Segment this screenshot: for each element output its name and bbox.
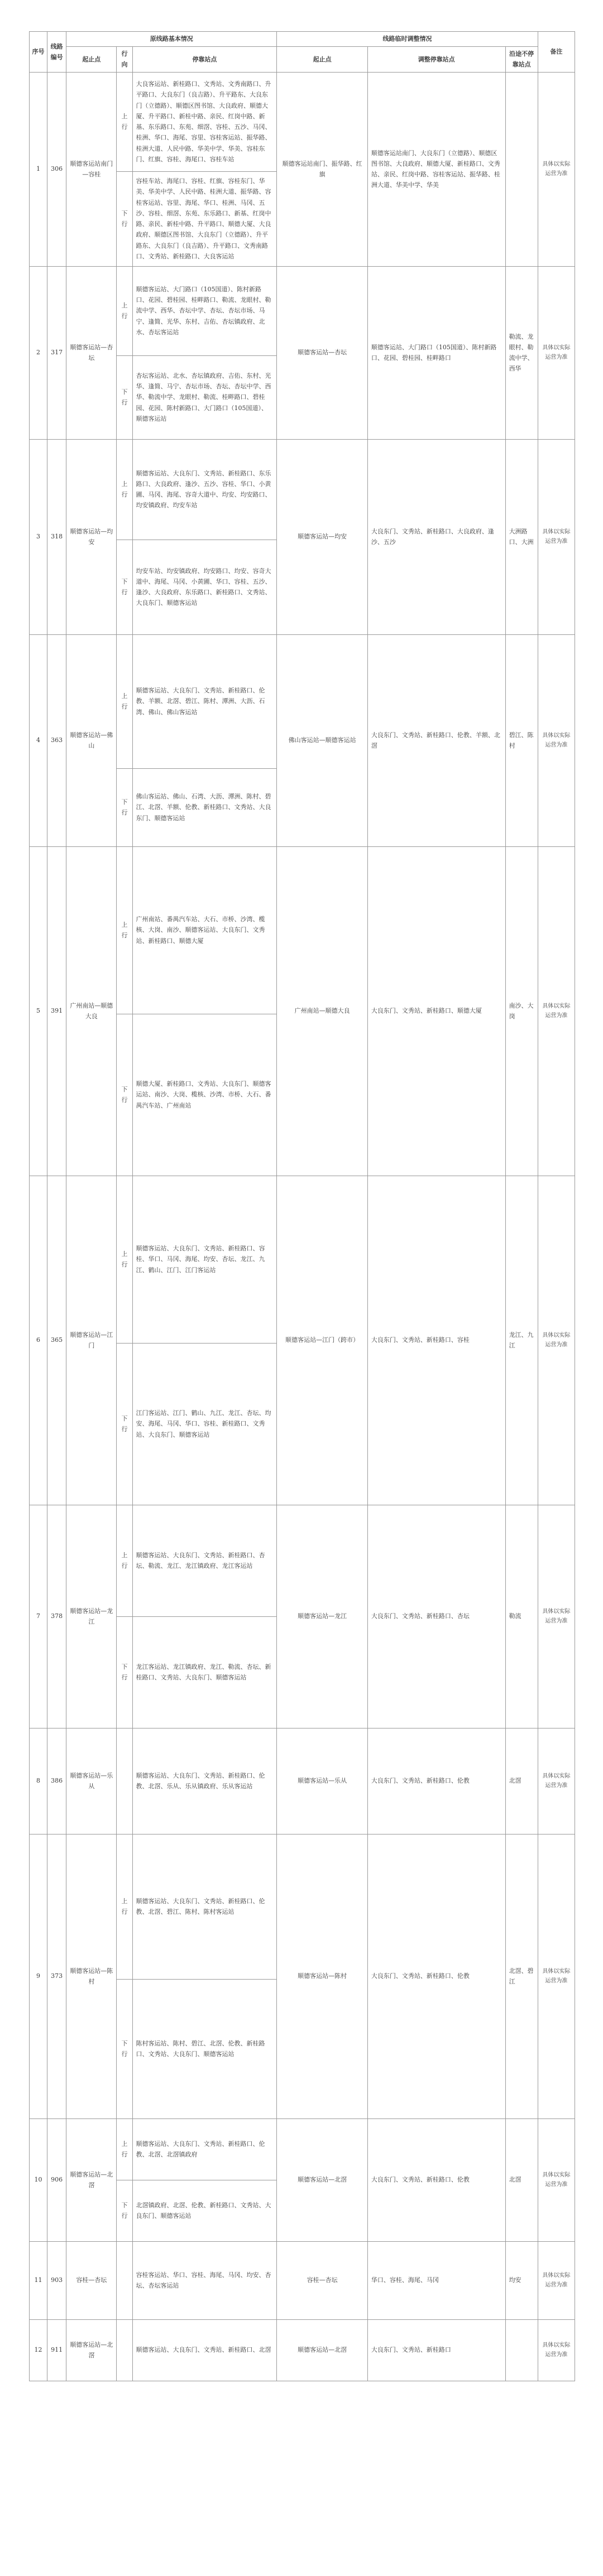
adjust-start-end-cell: 顺德客运站—陈村 (277, 1834, 367, 2118)
direction-cell: 上行 (117, 1176, 132, 1343)
adjust-stops-cell: 顺德客运站南门、大良东门（立德路）、顺德区图书馆、大良政府、顺德大厦、新桂路口、文秀站、亲民、红岗中路、容桂客运站、振华路、桂洲大道、华美中学、华美 (367, 72, 505, 266)
start-end-cell: 顺德客运站南门—容桂 (66, 72, 117, 266)
table-row (30, 266, 575, 355)
seq-cell: 12 (30, 2319, 47, 2381)
table-row (30, 1176, 575, 1343)
direction-cell: 下行 (117, 355, 132, 439)
start-end-cell: 容桂—杏坛 (66, 2241, 117, 2319)
start-end-cell: 顺德客运站—龙江 (66, 1505, 117, 1728)
direction-cell: 上行 (117, 439, 132, 540)
adjust-stops-cell: 大良东门、文秀站、新桂路口、容桂 (367, 1176, 505, 1505)
table-row (30, 1505, 575, 1616)
affected-stops-cell: 南沙、大岗 (505, 846, 538, 1176)
note-cell: 具体以实际运营为准 (538, 2241, 575, 2319)
stops-cell: 北滘镇政府、北滘、伦教、新桂路口、文秀站、大良东门、顺德客运站 (132, 2180, 277, 2241)
stops-cell: 陈村客运站、陈村、碧江、北滘、伦教、新桂路口、文秀站、大良东门、顺德客运站 (132, 1979, 277, 2118)
start-end-cell: 顺德客运站—北滘 (66, 2118, 117, 2241)
adjust-start-end-cell: 广州南站—顺德大良 (277, 846, 367, 1176)
stops-header: 停靠站点 (132, 47, 277, 73)
direction-cell (117, 1728, 132, 1834)
direction-cell: 上行 (117, 266, 132, 355)
direction-cell: 上行 (117, 72, 132, 171)
adjust-stops-header: 调整停靠站点 (367, 47, 505, 73)
stops-cell: 顺德客运站、大良东门、文秀站、新桂路口、东乐路口、大良政府、逢沙、五沙、容桂、华口、小黄圃、马冈、海尾、容奇大道中、均安、均安路口、均安镇政府、均安车站 (132, 439, 277, 540)
affected-stops-cell: 勒流 (505, 1505, 538, 1728)
header-row-1 (30, 32, 575, 47)
adjust-start-end-cell: 顺德客运站—均安 (277, 439, 367, 634)
seq-cell: 1 (30, 72, 47, 266)
adjust-start-end-cell: 顺德客运站—乐从 (277, 1728, 367, 1834)
table-row (30, 2319, 575, 2381)
start-end-cell: 顺德客运站—陈村 (66, 1834, 117, 2118)
adjust-start-end-cell: 顺德客运站—北滘 (277, 2319, 367, 2381)
adjust-stops-cell: 大良东门、文秀站、新桂路口、伦教 (367, 1728, 505, 1834)
adjust-stops-cell: 大良东门、文秀站、新桂路口、大良政府、逢沙、五沙 (367, 439, 505, 634)
stops-cell: 顺德客运站、大良东门、文秀站、新桂路口、伦教、北滘、北滘镇政府 (132, 2118, 277, 2180)
adjust-stops-cell: 大良东门、文秀站、新桂路口 (367, 2319, 505, 2381)
stops-cell: 顺德客运站、大门路口（105国道）、陈村新路口、花园、碧桂园、桂畔路口、勒流、龙眼村、勒流中学、西华、杏坛中学、杏坛、杏坛市场、马宁、逢简、光华、东村、吉佑、杏坛镇政府、北水、杏坛客运站 (132, 266, 277, 355)
table-row (30, 2118, 575, 2180)
adjust-start-end-cell: 顺德客运站—北滘 (277, 2118, 367, 2241)
stops-cell: 龙江客运站、龙江镇政府、龙江、勒流、杏坛、新桂路口、文秀站、大良东门、顺德客运站 (132, 1616, 277, 1728)
adjust-stops-cell: 顺德客运站、大门路口（105国道）、陈村新路口、花园、碧桂园、桂畔路口 (367, 266, 505, 439)
direction-cell: 下行 (117, 1616, 132, 1728)
start-end-cell: 顺德客运站—江门 (66, 1176, 117, 1505)
stops-cell: 杏坛客运站、北水、杏坛镇政府、吉佑、东村、光华、逢简、马宁、杏坛市场、杏坛、杏坛中学、西华、勒流中学、龙眼村、勒流、桂畔路口、碧桂园、花园、陈村新路口、大门路口（105国道）、顺德客运站 (132, 355, 277, 439)
adjust-stops-cell: 大良东门、文秀站、新桂路口、杏坛 (367, 1505, 505, 1728)
route-no-cell: 363 (47, 634, 66, 846)
seq-header: 序号 (30, 32, 47, 73)
table-row (30, 1834, 575, 1979)
seq-cell: 7 (30, 1505, 47, 1728)
direction-cell: 上行 (117, 1505, 132, 1616)
affected-stops-cell: 勒流、龙眼村、勒流中学、西华 (505, 266, 538, 439)
route-no-cell: 318 (47, 439, 66, 634)
note-header: 备注 (538, 32, 575, 73)
direction-cell: 上行 (117, 1834, 132, 1979)
route-no-cell: 903 (47, 2241, 66, 2319)
adjust-info-header: 线路临时调整情况 (277, 32, 538, 47)
direction-cell: 下行 (117, 171, 132, 266)
seq-cell: 8 (30, 1728, 47, 1834)
table-row (30, 439, 575, 540)
note-cell: 具体以实际运营为准 (538, 439, 575, 634)
affected-stops-cell (505, 2319, 538, 2381)
affected-stops-cell: 大洲路口、大洲 (505, 439, 538, 634)
direction-cell: 下行 (117, 2180, 132, 2241)
stops-cell: 均安车站、均安镇政府、均安路口、均安、容奇大道中、海尾、马冈、小黄圃、华口、容桂、五沙、逢沙、大良政府、东乐路口、新桂路口、文秀站、大良东门、顺德客运站 (132, 540, 277, 634)
direction-cell: 下行 (117, 768, 132, 846)
stops-cell: 容桂客运站、华口、容桂、海尾、马冈、均安、杏坛、杏坛客运站 (132, 2241, 277, 2319)
seq-cell: 10 (30, 2118, 47, 2241)
stops-cell: 容桂车站、海尾口、容桂、红旗、容桂东门、华美、华美中学、人民中路、桂洲大道、振华路、容桂客运站、容里、海尾、华口、桂洲、马冈、五沙、容桂、细滘、东苑、东乐路口、新基、红岗中路、亲民、新桂中路、升平路口、顺德大厦、大良政府、顺德区图书馆、大良东门（立德路）、升平路东、大良东门（良吉路）、升平路口、文秀南路口、文秀站、新桂路口、大良客运站 (132, 171, 277, 266)
seq-cell: 11 (30, 2241, 47, 2319)
stops-cell: 顺德客运站、大良东门、文秀站、新桂路口、杏坛、勒流、龙江、龙江镇政府、龙江客运站 (132, 1505, 277, 1616)
route-no-cell: 378 (47, 1505, 66, 1728)
route-no-cell: 386 (47, 1728, 66, 1834)
affected-stops-cell: 碧江、陈村 (505, 634, 538, 846)
stops-cell: 顺德大厦、新桂路口、文秀站、大良东门、顺德客运站、南沙、大岗、榄核、沙湾、市桥、大石、番禺汽车站、广州南站 (132, 1014, 277, 1176)
seq-cell: 3 (30, 439, 47, 634)
start-end-cell: 顺德客运站—杏坛 (66, 266, 117, 439)
start-end-cell: 顺德客运站—均安 (66, 439, 117, 634)
basic-info-header: 原线路基本情况 (66, 32, 277, 47)
adjust-stops-cell: 大良东门、文秀站、新桂路口、顺德大厦 (367, 846, 505, 1176)
direction-cell: 下行 (117, 540, 132, 634)
note-cell: 具体以实际运营为准 (538, 1834, 575, 2118)
note-cell: 具体以实际运营为准 (538, 2118, 575, 2241)
note-cell: 具体以实际运营为准 (538, 266, 575, 439)
adjust-start-end-header: 起止点 (277, 47, 367, 73)
adjust-start-end-cell: 顺德客运站南门、振华路、红旗 (277, 72, 367, 266)
adjust-stops-cell: 华口、容桂、海尾、马冈 (367, 2241, 505, 2319)
start-end-cell: 广州南站—顺德大良 (66, 846, 117, 1176)
table-row (30, 72, 575, 171)
affected-stops-cell: 均安 (505, 2241, 538, 2319)
affected-stops-cell (505, 72, 538, 266)
note-cell: 具体以实际运营为准 (538, 1728, 575, 1834)
seq-cell: 2 (30, 266, 47, 439)
seq-cell: 9 (30, 1834, 47, 2118)
note-cell: 具体以实际运营为准 (538, 1176, 575, 1505)
table-row (30, 2241, 575, 2319)
adjust-start-end-cell: 顺德客运站—江门（跨市） (277, 1176, 367, 1505)
adjust-stops-cell: 大良东门、文秀站、新桂路口、伦教 (367, 2118, 505, 2241)
direction-cell (117, 2319, 132, 2381)
direction-cell (117, 2241, 132, 2319)
start-end-cell: 顺德客运站—佛山 (66, 634, 117, 846)
note-cell: 具体以实际运营为准 (538, 72, 575, 266)
stops-cell: 顺德客运站、大良东门、文秀站、新桂路口、容桂、华口、马冈、海尾、均安、杏坛、龙江、九江、鹤山、江门、江门客运站 (132, 1176, 277, 1343)
affected-stops-cell: 北滘 (505, 1728, 538, 1834)
start-end-cell: 顺德客运站—乐从 (66, 1728, 117, 1834)
table-row (30, 634, 575, 768)
affected-stops-header: 沿途不停靠站点 (505, 47, 538, 73)
route-no-cell: 911 (47, 2319, 66, 2381)
seq-cell: 4 (30, 634, 47, 846)
start-end-cell: 顺德客运站—北滘 (66, 2319, 117, 2381)
note-cell: 具体以实际运营为准 (538, 846, 575, 1176)
affected-stops-cell: 北滘 (505, 2118, 538, 2241)
adjust-start-end-cell: 顺德客运站—杏坛 (277, 266, 367, 439)
route-no-cell: 906 (47, 2118, 66, 2241)
affected-stops-cell: 北滘、碧江 (505, 1834, 538, 2118)
stops-cell: 顺德客运站、大良东门、文秀站、新桂路口、伦教、北滘、乐从、乐从镇政府、乐从客运站 (132, 1728, 277, 1834)
header-row-2 (30, 47, 575, 73)
affected-stops-cell: 龙江、九江 (505, 1176, 538, 1505)
direction-cell: 下行 (117, 1979, 132, 2118)
direction-header: 行向 (117, 47, 132, 73)
adjust-start-end-cell: 佛山客运站—顺德客运站 (277, 634, 367, 846)
adjust-stops-cell: 大良东门、文秀站、新桂路口、伦教 (367, 1834, 505, 2118)
seq-cell: 5 (30, 846, 47, 1176)
adjust-start-end-cell: 顺德客运站—龙江 (277, 1505, 367, 1728)
adjust-start-end-cell: 容桂—杏坛 (277, 2241, 367, 2319)
stops-cell: 顺德客运站、大良东门、文秀站、新桂路口、北滘 (132, 2319, 277, 2381)
stops-cell: 广州南站、番禺汽车站、大石、市桥、沙湾、榄核、大岗、南沙、顺德客运站、大良东门、文秀站、新桂路口、顺德大厦 (132, 846, 277, 1014)
stops-cell: 江门客运站、江门、鹤山、九江、龙江、杏坛、均安、海尾、马冈、华口、容桂、新桂路口、文秀站、大良东门、顺德客运站 (132, 1343, 277, 1505)
direction-cell: 上行 (117, 846, 132, 1014)
stops-cell: 顺德客运站、大良东门、文秀站、新桂路口、伦教、羊额、北滘、碧江、陈村、潭洲、大沥、石湾、佛山、佛山客运站 (132, 634, 277, 768)
stops-cell: 大良客运站、新桂路口、文秀站、文秀南路口、升平路口、大良东门（良吉路）、升平路东、大良东门（立德路）、顺德区图书馆、大良政府、顺德大厦、升平路口、新桂中路、亲民、红岗中路、新基、东乐路口、东苑、细滘、容桂、五沙、马冈、桂洲、华口、海尾、容里、容桂客运站、振华路、桂洲大道、人民中路、华美中学、华美、容桂东门、红旗、容桂、海尾口、容桂车站 (132, 72, 277, 171)
stops-cell: 顺德客运站、大良东门、文秀站、新桂路口、伦教、北滘、碧江、陈村、陈村客运站 (132, 1834, 277, 1979)
route-no-header: 线路编号 (47, 32, 66, 73)
direction-cell: 下行 (117, 1343, 132, 1505)
start-end-header: 起止点 (66, 47, 117, 73)
note-cell: 具体以实际运营为准 (538, 1505, 575, 1728)
route-no-cell: 306 (47, 72, 66, 266)
adjust-stops-cell: 大良东门、文秀站、新桂路口、伦教、羊额、北滘 (367, 634, 505, 846)
direction-cell: 上行 (117, 634, 132, 768)
route-no-cell: 317 (47, 266, 66, 439)
route-no-cell: 365 (47, 1176, 66, 1505)
table-row (30, 1728, 575, 1834)
direction-cell: 下行 (117, 1014, 132, 1176)
route-no-cell: 391 (47, 846, 66, 1176)
route-adjustment-table (29, 31, 575, 2381)
stops-cell: 佛山客运站、佛山、石湾、大沥、潭洲、陈村、碧江、北滘、羊额、伦教、新桂路口、文秀站、大良东门、顺德客运站 (132, 768, 277, 846)
table-row (30, 846, 575, 1014)
note-cell: 具体以实际运营为准 (538, 634, 575, 846)
route-no-cell: 373 (47, 1834, 66, 2118)
note-cell: 具体以实际运营为准 (538, 2319, 575, 2381)
seq-cell: 6 (30, 1176, 47, 1505)
direction-cell: 上行 (117, 2118, 132, 2180)
